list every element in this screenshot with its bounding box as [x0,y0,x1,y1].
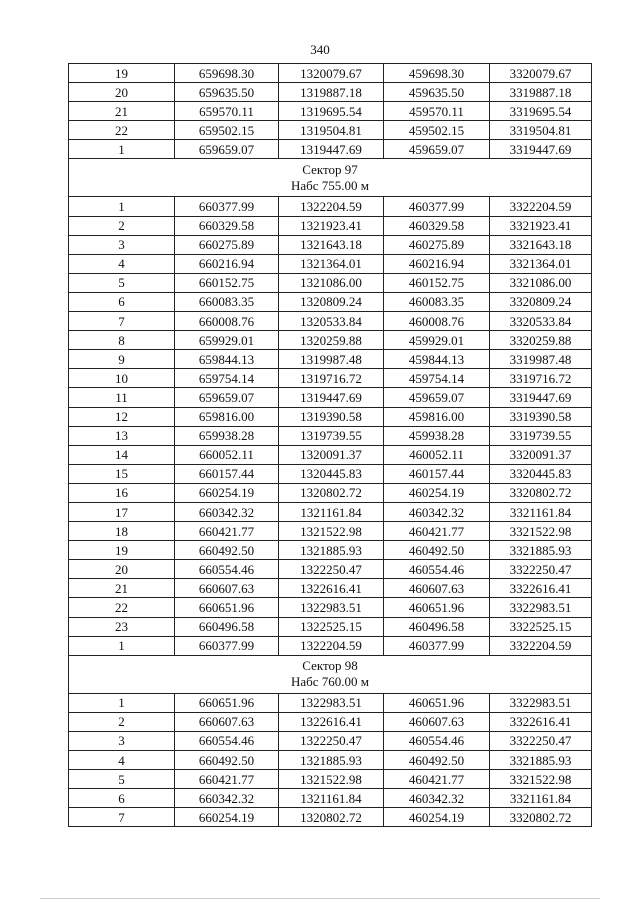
table-cell: 460254.19 [384,808,490,827]
table-cell: 3322204.59 [490,197,592,216]
table-cell: 460254.19 [384,483,490,502]
table-cell: 660342.32 [175,789,279,808]
table-cell: 3322250.47 [490,560,592,579]
table-cell: 1322250.47 [279,731,384,750]
table-row [69,197,592,216]
table-cell: 460492.50 [384,541,490,560]
table-cell: 3321643.18 [490,235,592,254]
table-cell: 19 [69,541,175,560]
table-cell: 660157.44 [175,464,279,483]
table-row [69,235,592,254]
table-cell: 459844.13 [384,350,490,369]
table-cell: 1322250.47 [279,560,384,579]
table-row [69,560,592,579]
table-cell: 660651.96 [175,693,279,712]
table-cell: 1320091.37 [279,445,384,464]
table-cell: 3322204.59 [490,636,592,655]
table-cell: 1321885.93 [279,541,384,560]
table-cell: 459502.15 [384,121,490,140]
table-cell: 8 [69,331,175,350]
table-cell: 660554.46 [175,731,279,750]
table-cell: 20 [69,560,175,579]
table-cell: 460008.76 [384,312,490,331]
table-cell: 9 [69,350,175,369]
table-cell: 1 [69,140,175,159]
table-cell: 16 [69,483,175,502]
table-cell: 459635.50 [384,83,490,102]
table-cell: 459938.28 [384,426,490,445]
table-cell: 1321885.93 [279,751,384,770]
table-row [69,731,592,750]
table-cell: 659698.30 [175,64,279,83]
table-cell: 1322616.41 [279,712,384,731]
table-cell: 6 [69,789,175,808]
table-cell: 3322616.41 [490,712,592,731]
table-row [69,388,592,407]
table-cell: 660492.50 [175,541,279,560]
sector-header-row [69,655,592,693]
table-cell: 1319390.58 [279,407,384,426]
table-cell: 1320079.67 [279,64,384,83]
table-row [69,464,592,483]
table-cell: 1320809.24 [279,292,384,311]
table-row [69,64,592,83]
sector-header [69,159,592,197]
table-cell: 20 [69,83,175,102]
table-row [69,102,592,121]
table-row [69,617,592,636]
table-row [69,541,592,560]
table-cell: 5 [69,770,175,789]
table-cell: 22 [69,121,175,140]
table-cell: 659938.28 [175,426,279,445]
table-cell: 2 [69,216,175,235]
table-cell: 460377.99 [384,636,490,655]
table-cell: 3320802.72 [490,808,592,827]
table-cell: 660492.50 [175,751,279,770]
table-row [69,312,592,331]
table-cell: 1319447.69 [279,388,384,407]
table-row [69,483,592,502]
table-row [69,636,592,655]
table-cell: 460342.32 [384,789,490,808]
coordinates-table-container [68,63,591,827]
table-cell: 1319447.69 [279,140,384,159]
table-cell: 21 [69,102,175,121]
table-cell: 660254.19 [175,483,279,502]
table-cell: 3320802.72 [490,483,592,502]
table-cell: 460607.63 [384,712,490,731]
table-cell: 21 [69,579,175,598]
table-cell: 3322983.51 [490,693,592,712]
table-cell: 460651.96 [384,598,490,617]
page-number: 340 [310,42,330,57]
table-cell: 1319739.55 [279,426,384,445]
table-cell: 12 [69,407,175,426]
sector-header [69,655,592,693]
table-row [69,254,592,273]
table-cell: 15 [69,464,175,483]
table-cell: 22 [69,598,175,617]
table-cell: 659635.50 [175,83,279,102]
table-cell: 3319716.72 [490,369,592,388]
table-cell: 460496.58 [384,617,490,636]
table-cell: 3321923.41 [490,216,592,235]
table-cell: 3321522.98 [490,770,592,789]
table-cell: 1321522.98 [279,770,384,789]
table-cell: 1319987.48 [279,350,384,369]
table-cell: 3320259.88 [490,331,592,350]
table-cell: 660554.46 [175,560,279,579]
table-cell: 659929.01 [175,331,279,350]
table-cell: 460377.99 [384,197,490,216]
table-cell: 3320809.24 [490,292,592,311]
table-cell: 460157.44 [384,464,490,483]
table-cell: 1321161.84 [279,789,384,808]
table-row [69,83,592,102]
table-cell: 17 [69,502,175,521]
table-cell: 459698.30 [384,64,490,83]
table-row [69,502,592,521]
table-cell: 660421.77 [175,522,279,541]
table-cell: 7 [69,312,175,331]
table-cell: 3319447.69 [490,388,592,407]
table-cell: 2 [69,712,175,731]
table-cell: 1 [69,636,175,655]
table-cell: 460052.11 [384,445,490,464]
table-cell: 660275.89 [175,235,279,254]
table-cell: 460152.75 [384,273,490,292]
table-cell: 460421.77 [384,522,490,541]
table-row [69,426,592,445]
table-row [69,579,592,598]
table-cell: 3319987.48 [490,350,592,369]
table-cell: 3321161.84 [490,502,592,521]
table-cell: 659502.15 [175,121,279,140]
table-cell: 14 [69,445,175,464]
coordinates-table [68,63,592,827]
table-cell: 660377.99 [175,636,279,655]
table-cell: 460554.46 [384,731,490,750]
table-cell: 660607.63 [175,712,279,731]
table-cell: 3321885.93 [490,541,592,560]
table-cell: 659844.13 [175,350,279,369]
table-cell: 3321086.00 [490,273,592,292]
table-row [69,216,592,235]
table-cell: 3319887.18 [490,83,592,102]
table-cell: 460492.50 [384,751,490,770]
table-cell: 459659.07 [384,388,490,407]
table-cell: 460275.89 [384,235,490,254]
table-row [69,121,592,140]
table-cell: 11 [69,388,175,407]
table-cell: 459816.00 [384,407,490,426]
table-cell: 1319716.72 [279,369,384,388]
table-row [69,369,592,388]
table-cell: 459659.07 [384,140,490,159]
table-row [69,598,592,617]
table-cell: 1322204.59 [279,636,384,655]
table-cell: 1319695.54 [279,102,384,121]
table-cell: 1320533.84 [279,312,384,331]
table-cell: 3321364.01 [490,254,592,273]
table-cell: 460083.35 [384,292,490,311]
table-cell: 659816.00 [175,407,279,426]
sector-name: Сектор 98 [302,658,358,674]
table-cell: 19 [69,64,175,83]
table-cell: 3322525.15 [490,617,592,636]
table-row [69,789,592,808]
table-cell: 660651.96 [175,598,279,617]
table-cell: 460421.77 [384,770,490,789]
table-cell: 460329.58 [384,216,490,235]
table-cell: 3321885.93 [490,751,592,770]
table-cell: 3321161.84 [490,789,592,808]
table-cell: 660342.32 [175,502,279,521]
table-cell: 1320259.88 [279,331,384,350]
table-cell: 1321161.84 [279,502,384,521]
table-cell: 660152.75 [175,273,279,292]
table-cell: 660008.76 [175,312,279,331]
table-cell: 1320802.72 [279,808,384,827]
sector-height: Набс 760.00 м [290,674,370,690]
table-cell: 3320079.67 [490,64,592,83]
table-cell: 660607.63 [175,579,279,598]
table-cell: 3320445.83 [490,464,592,483]
table-cell: 3321522.98 [490,522,592,541]
table-cell: 460216.94 [384,254,490,273]
table-cell: 1322616.41 [279,579,384,598]
table-row [69,407,592,426]
table-cell: 660496.58 [175,617,279,636]
coordinates-table-body [69,64,592,827]
table-cell: 1319887.18 [279,83,384,102]
table-cell: 660052.11 [175,445,279,464]
table-cell: 659570.11 [175,102,279,121]
table-cell: 7 [69,808,175,827]
table-cell: 3319447.69 [490,140,592,159]
table-row [69,350,592,369]
table-cell: 460651.96 [384,693,490,712]
table-row [69,751,592,770]
table-cell: 659659.07 [175,388,279,407]
table-cell: 1320802.72 [279,483,384,502]
table-cell: 1321364.01 [279,254,384,273]
table-cell: 3320091.37 [490,445,592,464]
table-cell: 1319504.81 [279,121,384,140]
table-cell: 460607.63 [384,579,490,598]
table-row [69,331,592,350]
table-cell: 3322250.47 [490,731,592,750]
sector-header-row [69,159,592,197]
table-cell: 1322525.15 [279,617,384,636]
table-cell: 23 [69,617,175,636]
table-cell: 3319695.54 [490,102,592,121]
table-cell: 459570.11 [384,102,490,121]
table-cell: 660329.58 [175,216,279,235]
table-cell: 3 [69,731,175,750]
table-cell: 1321643.18 [279,235,384,254]
table-row [69,522,592,541]
table-cell: 13 [69,426,175,445]
table-row [69,140,592,159]
table-cell: 3320533.84 [490,312,592,331]
table-cell: 18 [69,522,175,541]
table-cell: 659659.07 [175,140,279,159]
table-cell: 1322983.51 [279,693,384,712]
table-cell: 460554.46 [384,560,490,579]
table-cell: 3322616.41 [490,579,592,598]
sector-height: Набс 755.00 м [290,177,370,193]
table-cell: 10 [69,369,175,388]
table-row [69,445,592,464]
table-cell: 659754.14 [175,369,279,388]
table-row [69,273,592,292]
table-row [69,292,592,311]
table-cell: 3319390.58 [490,407,592,426]
table-cell: 1322983.51 [279,598,384,617]
table-cell: 1321923.41 [279,216,384,235]
table-row [69,770,592,789]
table-cell: 3 [69,235,175,254]
table-row [69,712,592,731]
table-row [69,693,592,712]
table-cell: 3322983.51 [490,598,592,617]
table-cell: 660254.19 [175,808,279,827]
table-cell: 4 [69,751,175,770]
table-cell: 460342.32 [384,502,490,521]
table-cell: 3319739.55 [490,426,592,445]
table-cell: 5 [69,273,175,292]
table-cell: 660421.77 [175,770,279,789]
table-cell: 1 [69,197,175,216]
table-cell: 1321522.98 [279,522,384,541]
table-cell: 660083.35 [175,292,279,311]
table-cell: 1321086.00 [279,273,384,292]
sector-name: Сектор 97 [302,161,358,177]
table-cell: 1 [69,693,175,712]
table-cell: 1320445.83 [279,464,384,483]
table-cell: 4 [69,254,175,273]
table-cell: 660216.94 [175,254,279,273]
table-row [69,808,592,827]
table-cell: 459929.01 [384,331,490,350]
table-cell: 660377.99 [175,197,279,216]
table-cell: 6 [69,292,175,311]
table-cell: 1322204.59 [279,197,384,216]
table-cell: 3319504.81 [490,121,592,140]
scan-edge-line [40,898,600,899]
table-cell: 459754.14 [384,369,490,388]
